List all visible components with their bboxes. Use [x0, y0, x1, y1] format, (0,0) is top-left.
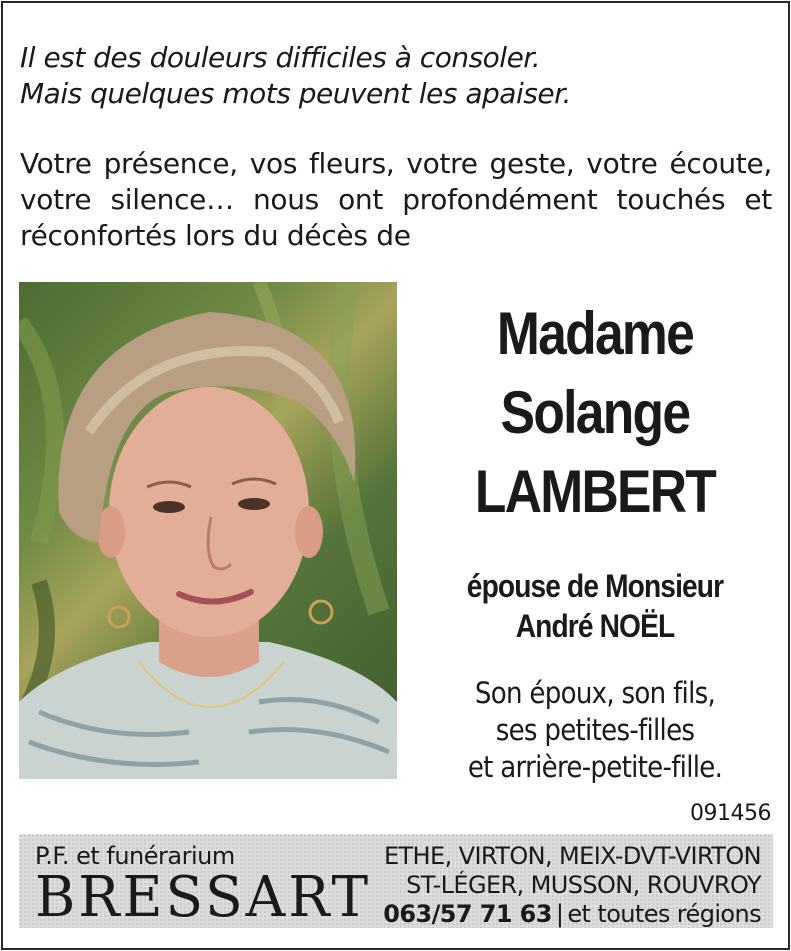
regions-text: et toutes régions: [567, 900, 761, 928]
funeral-home-locations: [383, 842, 761, 929]
spouse-info: [432, 566, 758, 646]
separator: |: [555, 900, 564, 928]
funeral-home-label: P.F. et funérarium: [35, 842, 235, 870]
family-signature: [429, 675, 762, 786]
thanks-paragraph: Votre présence, vos fleurs, votre geste, votre écoute, votre silence… nous ont profondément touchés et réconfortés lors du décès de: [20, 147, 772, 252]
funeral-home-banner: [19, 834, 773, 928]
deceased-last-name: LAMBERT: [474, 458, 716, 525]
spouse-line-2: André NOËL: [515, 608, 675, 644]
contact-line: [383, 900, 761, 929]
family-line-3: et arrière-petite-fille.: [467, 750, 723, 784]
intro-line-2: Mais quelques mots peuvent les apaiser.: [20, 77, 571, 110]
towns-line-2: ST-LÉGER, MUSSON, ROUVROY: [406, 871, 761, 899]
deceased-name: [436, 294, 754, 531]
towns-line-1: ETHE, VIRTON, MEIX-DVT-VIRTON: [383, 842, 761, 870]
family-line-1: Son époux, son fils,: [474, 676, 716, 710]
intro-quote: [20, 40, 770, 112]
deceased-first-name: Solange: [500, 379, 690, 446]
spouse-line-1: épouse de Monsieur: [466, 568, 724, 604]
phone-number: 063/57 71 63: [383, 900, 552, 928]
deceased-title: Madame: [496, 300, 694, 367]
portrait-image: [19, 282, 397, 779]
reference-number: 091456: [690, 801, 771, 826]
funeral-home-brand: BRESSART: [35, 865, 372, 930]
portrait-photo: [19, 282, 397, 779]
intro-line-1: Il est des douleurs difficiles à consoler.: [20, 41, 541, 74]
family-line-2: ses petites-filles: [495, 713, 695, 747]
